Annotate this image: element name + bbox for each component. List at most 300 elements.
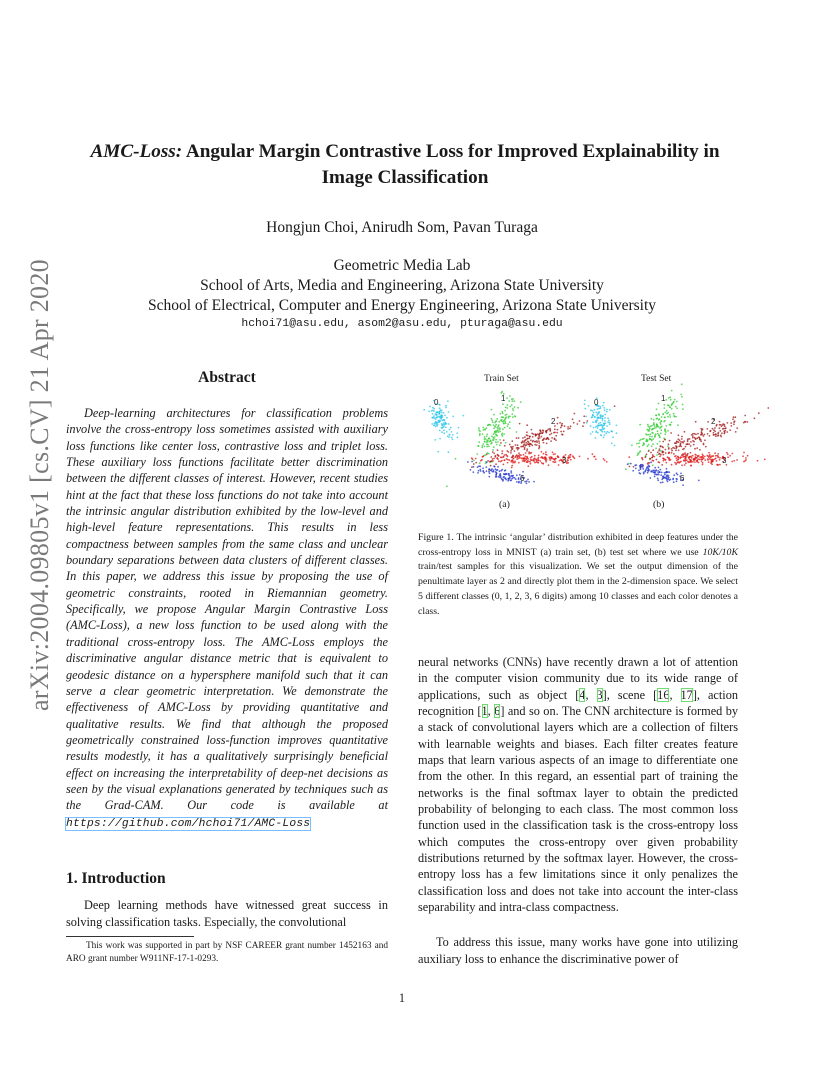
scatter-series-6: [467, 461, 535, 485]
scatter-point: [658, 474, 660, 476]
scatter-point: [524, 448, 526, 450]
scatter-point: [492, 451, 494, 453]
scatter-point: [516, 481, 518, 483]
figure-caption: [418, 531, 738, 619]
scatter-point: [671, 450, 673, 452]
scatter-point: [729, 455, 731, 457]
scatter-point: [492, 458, 494, 460]
scatter-point: [584, 408, 586, 410]
page-number: 1: [398, 991, 406, 1005]
scatter-point: [659, 471, 661, 473]
scatter-point: [511, 413, 513, 415]
scatter-point: [664, 420, 666, 422]
scatter-point: [656, 459, 658, 461]
scatter-point: [712, 460, 714, 462]
authors: Hongjun Choi, Anirudh Som, Pavan Turaga: [266, 219, 538, 236]
scatter-point: [605, 432, 607, 434]
cluster-label-0: 0: [594, 398, 599, 407]
scatter-point: [488, 468, 490, 470]
scatter-point: [663, 458, 665, 460]
scatter-point: [490, 465, 492, 467]
caption-math: 10K/10K: [702, 546, 738, 558]
scatter-point: [674, 462, 676, 464]
scatter-point: [553, 453, 555, 455]
scatter-point: [497, 441, 499, 443]
scatter-point: [491, 436, 493, 438]
scatter-series-0: [584, 397, 618, 446]
scatter-point: [548, 464, 550, 466]
cluster-label-2: 2: [711, 417, 716, 426]
scatter-point: [530, 452, 532, 454]
scatter-point: [649, 477, 651, 479]
section-heading-introduction: 1. Introduction: [66, 870, 166, 887]
figure-1: [418, 372, 738, 512]
scatter-point: [595, 421, 597, 423]
scatter-point: [595, 412, 597, 414]
scatter-point: [676, 408, 678, 410]
scatter-point: [493, 424, 495, 426]
scatter-point: [588, 405, 590, 407]
scatter-point: [767, 407, 769, 409]
scatter-point: [698, 455, 700, 457]
scatter-point: [478, 445, 480, 447]
scatter-point: [482, 427, 484, 429]
scatter-point: [667, 445, 669, 447]
scatter-point: [484, 441, 486, 443]
scatter-point: [597, 417, 599, 419]
arxiv-stamp-text: arXiv:2004.09805v1 [cs.CV] 21 Apr 2020: [25, 259, 55, 711]
scatter-point: [507, 423, 509, 425]
scatter-point: [533, 433, 535, 435]
scatter-point: [708, 461, 710, 463]
scatter-point: [544, 458, 546, 460]
scatter-point: [488, 471, 490, 473]
scatter-point: [536, 460, 538, 462]
code-link[interactable]: https://github.com/hchoi71/AMC-Loss: [66, 817, 311, 830]
scatter-point: [668, 443, 670, 445]
scatter-point: [545, 430, 547, 432]
citation-4[interactable]: 4: [579, 687, 586, 702]
scatter-point: [509, 444, 511, 446]
scatter-point: [479, 469, 481, 471]
scatter-point: [672, 479, 674, 481]
scatter-point: [604, 420, 606, 422]
scatter-point: [700, 440, 702, 442]
scatter-point: [445, 422, 447, 424]
scatter-point: [479, 462, 481, 464]
scatter-point: [653, 424, 655, 426]
scatter-point: [439, 438, 441, 440]
scatter-point: [601, 429, 603, 431]
scatter-point: [521, 442, 523, 444]
scatter-point: [647, 462, 649, 464]
scatter-point: [525, 452, 527, 454]
scatter-point: [668, 471, 670, 473]
scatter-point: [495, 441, 497, 443]
scatter-point: [652, 460, 654, 462]
scatter-point: [676, 462, 678, 464]
scatter-point: [699, 456, 701, 458]
scatter-point: [550, 440, 552, 442]
scatter-point: [685, 444, 687, 446]
scatter-point: [671, 452, 673, 454]
scatter-point: [480, 460, 482, 462]
scatter-point: [736, 427, 738, 429]
scatter-point: [726, 431, 728, 433]
scatter-point: [526, 448, 528, 450]
citation-17[interactable]: 17: [680, 687, 693, 702]
scatter-point: [717, 453, 719, 455]
scatter-point: [539, 460, 541, 462]
scatter-point: [600, 434, 602, 436]
scatter-plot-train: [418, 392, 578, 492]
scatter-point: [663, 404, 665, 406]
scatter-point: [551, 456, 553, 458]
scatter-point: [684, 431, 686, 433]
scatter-point: [733, 460, 735, 462]
scatter-point: [499, 431, 501, 433]
cluster-label-1: 1: [501, 394, 506, 403]
scatter-point: [492, 460, 494, 462]
scatter-point: [710, 430, 712, 432]
scatter-point: [502, 421, 504, 423]
citation-1[interactable]: 1: [481, 704, 488, 719]
citation-3[interactable]: 3: [596, 687, 603, 702]
scatter-point: [707, 459, 709, 461]
scatter-point: [743, 461, 745, 463]
scatter-point: [500, 461, 502, 463]
scatter-point: [654, 436, 656, 438]
scatter-point: [666, 468, 668, 470]
scatter-point: [555, 461, 557, 463]
scatter-point: [744, 415, 746, 417]
scatter-point: [710, 462, 712, 464]
scatter-point: [659, 418, 661, 420]
scatter-point: [707, 433, 709, 435]
scatter-point: [511, 475, 513, 477]
scatter-point: [507, 425, 509, 427]
scatter-point: [521, 457, 523, 459]
citation-6[interactable]: 6: [494, 704, 501, 719]
scatter-point: [436, 411, 438, 413]
scatter-point: [475, 458, 477, 460]
scatter-point: [526, 434, 528, 436]
scatter-point: [546, 459, 548, 461]
scatter-point: [513, 400, 515, 402]
scatter-point: [653, 438, 655, 440]
scatter-point: [603, 428, 605, 430]
scatter-point: [526, 450, 528, 452]
scatter-point: [451, 437, 453, 439]
scatter-point: [493, 471, 495, 473]
scatter-point: [754, 417, 756, 419]
scatter-point: [690, 465, 692, 467]
scatter-point: [676, 472, 678, 474]
scatter-point: [501, 419, 503, 421]
scatter-point: [720, 436, 722, 438]
scatter-point: [439, 420, 441, 422]
scatter-point: [558, 464, 560, 466]
scatter-point: [701, 432, 703, 434]
scatter-point: [659, 469, 661, 471]
scatter-point: [657, 461, 659, 463]
scatter-point: [724, 426, 726, 428]
scatter-point: [493, 438, 495, 440]
scatter-point: [661, 426, 663, 428]
scatter-point: [696, 447, 698, 449]
scatter-point: [572, 418, 574, 420]
scatter-point: [501, 416, 503, 418]
scatter-point: [598, 423, 600, 425]
abstract-text: Deep-learning architectures for classification problems involve the cross-entropy loss sometimes assisted with auxiliary loss functions like center loss, contrastive loss and triplet loss. These auxiliary loss functions facilitate better discrimination between the different classes of interest. However, recent studies hint at the fact that these loss functions do not take into account the intrinsic angular distribution exhibited by the low-level and high-level feature representations. This results in less compactness between samples from the same class and unclear boundary separations between data clusters of different classes. In this paper, we address this issue by proposing the use of geometric constraints, rooted in Riemannian geometry. Specifically, we propose Angular Margin Contrastive Loss (AMC-Loss), a new loss function to be used along with the traditional cross-entropy loss. The AMC-Loss employs the discriminative angular distance metric that is equivalent to geodesic distance on a hypersphere manifold such that it can serve a clear geometric interpretation. We demonstrate the effectiveness of AMC-Loss by providing quantitative and qualitative results. We find that although the proposed geometrically constrained loss-function improves quantitative results modestly, it has a qualitatively surprisingly beneficial effect on increasing the interpretability of deep-net decisions as seen by the visual explanations generated by techniques such as the Grad-CAM. Our code is available at: [66, 406, 388, 813]
abstract-body: [66, 405, 388, 832]
scatter-point: [448, 436, 450, 438]
affiliation-lab: Geometric Media Lab: [333, 257, 471, 274]
footnote-rule: [66, 936, 194, 937]
scatter-point: [486, 446, 488, 448]
scatter-point: [593, 409, 595, 411]
scatter-point: [662, 475, 664, 477]
scatter-point: [596, 420, 598, 422]
scatter-point: [477, 466, 479, 468]
scatter-point: [505, 477, 507, 479]
scatter-point: [499, 439, 501, 441]
scatter-point: [524, 481, 526, 483]
scatter-point: [643, 442, 645, 444]
scatter-point: [537, 462, 539, 464]
scatter-point: [572, 455, 574, 457]
scatter-point: [549, 434, 551, 436]
scatter-point: [743, 452, 745, 454]
scatter-point: [719, 430, 721, 432]
scatter-point: [631, 444, 633, 446]
scatter-point: [504, 414, 506, 416]
scatter-point: [604, 431, 606, 433]
scatter-point: [629, 466, 631, 468]
scatter-point: [509, 477, 511, 479]
scatter-point: [690, 445, 692, 447]
scatter-point: [457, 436, 459, 438]
scatter-point: [471, 457, 473, 459]
scatter-point: [668, 452, 670, 454]
scatter-point: [499, 470, 501, 472]
scatter-point: [486, 461, 488, 463]
scatter-point: [568, 455, 570, 457]
scatter-point: [680, 446, 682, 448]
scatter-point: [492, 439, 494, 441]
scatter-point: [476, 453, 478, 455]
scatter-point: [529, 445, 531, 447]
scatter-point: [528, 460, 530, 462]
scatter-point: [452, 434, 454, 436]
scatter-point: [675, 457, 677, 459]
scatter-point: [517, 455, 519, 457]
scatter-point: [555, 458, 557, 460]
scatter-point: [509, 406, 511, 408]
scatter-point: [516, 437, 518, 439]
scatter-point: [661, 472, 663, 474]
scatter-point: [496, 476, 498, 478]
scatter-point: [448, 423, 450, 425]
scatter-point: [647, 424, 649, 426]
scatter-point: [514, 456, 516, 458]
scatter-point: [527, 441, 529, 443]
scatter-point: [716, 460, 718, 462]
scatter-point: [536, 444, 538, 446]
scatter-point: [501, 477, 503, 479]
scatter-point: [693, 441, 695, 443]
scatter-point: [570, 425, 572, 427]
scatter-point: [433, 410, 435, 412]
scatter-point: [694, 433, 696, 435]
scatter-point: [539, 437, 541, 439]
scatter-point: [604, 417, 606, 419]
scatter-point: [567, 462, 569, 464]
scatter-point: [535, 458, 537, 460]
scatter-point: [660, 432, 662, 434]
scatter-point: [713, 434, 715, 436]
scatter-point: [482, 471, 484, 473]
scatter-point: [719, 421, 721, 423]
scatter-point: [429, 406, 431, 408]
scatter-point: [537, 437, 539, 439]
scatter-point: [616, 425, 618, 427]
scatter-point: [650, 433, 652, 435]
scatter-point: [677, 456, 679, 458]
scatter-point: [684, 458, 686, 460]
scatter-point: [712, 428, 714, 430]
scatter-point: [652, 443, 654, 445]
scatter-point: [482, 456, 484, 458]
scatter-point: [443, 424, 445, 426]
scatter-point: [514, 416, 516, 418]
scatter-point: [506, 407, 508, 409]
scatter-point: [482, 433, 484, 435]
scatter-point: [663, 477, 665, 479]
scatter-point: [727, 456, 729, 458]
scatter-point: [498, 431, 500, 433]
scatter-point: [663, 454, 665, 456]
scatter-point: [673, 447, 675, 449]
scatter-point: [719, 464, 721, 466]
scatter-series-2: [629, 407, 770, 468]
scatter-plot-test: [578, 392, 738, 492]
scatter-point: [710, 459, 712, 461]
subfig-label-b: (b): [653, 499, 665, 510]
scatter-point: [458, 427, 460, 429]
scatter-point: [715, 433, 717, 435]
scatter-point: [526, 438, 528, 440]
scatter-point: [545, 456, 547, 458]
scatter-point: [704, 439, 706, 441]
scatter-point: [681, 436, 683, 438]
scatter-point: [673, 481, 675, 483]
scatter-point: [538, 442, 540, 444]
scatter-point: [604, 414, 606, 416]
intro-text-c: ], action recognition [: [418, 687, 738, 719]
scatter-point: [506, 397, 508, 399]
scatter-point: [437, 451, 439, 453]
scatter-point: [507, 462, 509, 464]
scatter-point: [506, 404, 508, 406]
scatter-point: [446, 485, 448, 487]
scatter-point: [516, 431, 518, 433]
citation-16[interactable]: 16: [657, 687, 670, 702]
scatter-point: [527, 479, 529, 481]
scatter-point: [600, 422, 602, 424]
scatter-point: [650, 418, 652, 420]
title-italic: AMC-Loss:: [90, 141, 183, 162]
scatter-point: [653, 419, 655, 421]
scatter-point: [709, 435, 711, 437]
scatter-point: [546, 438, 548, 440]
scatter-point: [671, 390, 673, 392]
scatter-point: [484, 438, 486, 440]
scatter-point: [561, 424, 563, 426]
scatter-point: [652, 455, 654, 457]
scatter-point: [450, 427, 452, 429]
scatter-point: [693, 444, 695, 446]
scatter-point: [657, 433, 659, 435]
scatter-point: [441, 427, 443, 429]
scatter-point: [524, 436, 526, 438]
scatter-point: [484, 446, 486, 448]
scatter-point: [676, 480, 678, 482]
scatter-point: [727, 422, 729, 424]
scatter-point: [661, 464, 663, 466]
scatter-point: [533, 460, 535, 462]
scatter-point: [511, 400, 513, 402]
scatter-point: [654, 472, 656, 474]
scatter-point: [436, 422, 438, 424]
scatter-point: [462, 415, 464, 417]
scatter-point: [495, 474, 497, 476]
scatter-point: [597, 412, 599, 414]
scatter-point: [443, 422, 445, 424]
scatter-point: [472, 471, 474, 473]
scatter-point: [491, 409, 493, 411]
scatter-point: [444, 420, 446, 422]
scatter-point: [603, 402, 605, 404]
scatter-point: [423, 409, 425, 411]
scatter-point: [721, 432, 723, 434]
scatter-point: [668, 458, 670, 460]
scatter-point: [478, 427, 480, 429]
scatter-point: [503, 476, 505, 478]
scatter-point: [546, 454, 548, 456]
scatter-point: [440, 416, 442, 418]
scatter-point: [444, 415, 446, 417]
scatter-point: [480, 470, 482, 472]
scatter-point: [530, 457, 532, 459]
scatter-point: [501, 453, 503, 455]
scatter-point: [510, 450, 512, 452]
scatter-point: [586, 422, 588, 424]
scatter-point: [676, 460, 678, 462]
scatter-point: [675, 442, 677, 444]
scatter-point: [498, 460, 500, 462]
scatter-point: [639, 473, 641, 475]
scatter-point: [519, 456, 521, 458]
scatter-point: [592, 421, 594, 423]
scatter-point: [657, 479, 659, 481]
scatter-point: [654, 467, 656, 469]
scatter-point: [668, 475, 670, 477]
scatter-point: [504, 445, 506, 447]
scatter-point: [685, 446, 687, 448]
scatter-point: [611, 443, 613, 445]
scatter-point: [552, 461, 554, 463]
